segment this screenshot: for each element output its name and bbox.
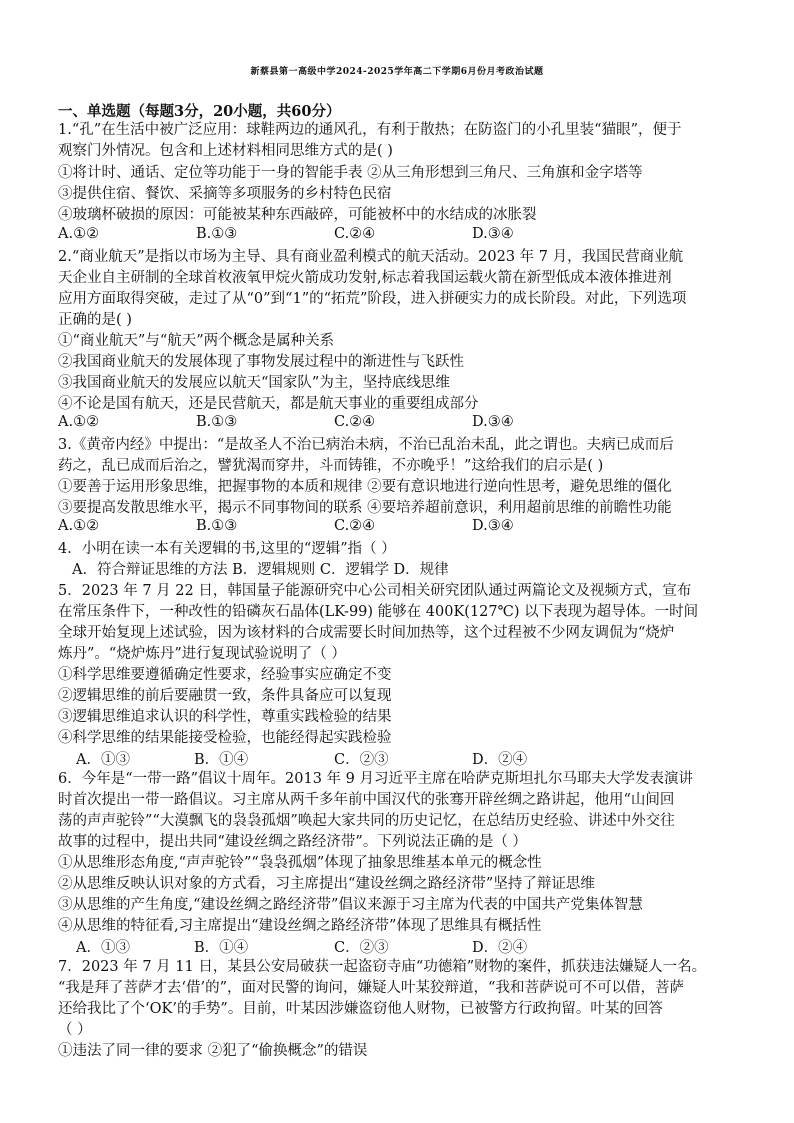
- option-b[interactable]: B．①④: [194, 940, 249, 956]
- option-a[interactable]: A.①②: [58, 226, 100, 242]
- question-5-line-1: 5．2023 年 7 月 22 日，韩国量子能源研究中心公司相关研究团队通过两篇论文及视频方式，宣布: [58, 583, 692, 599]
- option-c[interactable]: C.②④: [334, 226, 376, 242]
- question-6-line-1: 6．今年是“一带一路”倡议十周年。2013 年 9 月习近平主席在哈萨克斯坦扎尔马耶夫大学发表演讲: [58, 771, 694, 787]
- question-6-choice-2: ②从思维反映认识对象的方式看，习主席提出“建设丝绸之路经济带”坚持了辩证思维: [58, 876, 595, 892]
- option-c[interactable]: C.②④: [334, 414, 376, 430]
- question-5-line-3: 全球开始复现上述试验，因为该材料的合成需要长时间加热等，这个过程被不少网友调侃为“烧炉: [58, 625, 675, 641]
- question-2-line-1: 2.“商业航天”是指以市场为主导、具有商业盈利模式的航天活动。2023 年 7 月，我国民营商业航: [58, 249, 684, 265]
- question-5-choice-4: ④科学思维的结果能接受检验，也能经得起实践检验: [58, 730, 392, 746]
- question-6-line-3: 荡的声声驼铃”“大漠飘飞的袅袅孤烟”唤起大家共同的历史记忆，在总结历史经验、讲述中外交往: [58, 813, 675, 829]
- question-1-choice-3: ③提供住宿、餐饮、采摘等多项服务的乡村特色民宿: [58, 186, 392, 202]
- option-b[interactable]: B.①③: [196, 518, 238, 534]
- question-1-choice-1-2: ①将计时、通话、定位等功能于一身的智能手表 ②从三角形想到三角尺、三角旗和金字塔等: [58, 165, 643, 181]
- question-3-line-2: 药之，乱已成而后治之，譬犹渴而穿井，斗而铸锥，不亦晚乎！”这给我们的启示是( ): [58, 458, 604, 474]
- question-2-choice-2: ②我国商业航天的发展体现了事物发展过程中的渐进性与飞跃性: [58, 354, 464, 370]
- question-6-choice-1: ①从思维形态角度,“声声驼铃”“袅袅孤烟”体现了抽象思维基本单元的概念性: [58, 855, 542, 871]
- option-b[interactable]: B.①③: [196, 414, 238, 430]
- question-5-choice-2: ②逻辑思维的前后要融贯一致，条件具备应可以复现: [58, 688, 392, 704]
- question-2-line-3: 应用方面取得突破，走过了从“0”到“1”的“拓荒”阶段，进入拼硬实力的成长阶段。对此，下列选项: [58, 291, 687, 307]
- option-d[interactable]: D.③④: [472, 414, 514, 430]
- option-a[interactable]: A.①②: [58, 518, 100, 534]
- option-b[interactable]: B．①④: [194, 752, 249, 768]
- question-6-line-2: 时首次提出一带一路倡议。习主席从两千多年前中国汉代的张骞开辟丝绸之路讲起，他用“山间回: [58, 792, 675, 808]
- option-c[interactable]: C．②③: [334, 752, 389, 768]
- option-b[interactable]: B.①③: [196, 226, 238, 242]
- section-heading: 一、单选题（每题3分，20小题，共60分）: [58, 103, 341, 120]
- option-a[interactable]: A．①③: [76, 940, 130, 956]
- option-a[interactable]: A．①③: [76, 752, 130, 768]
- question-1-line-1: 1.“孔”在生活中被广泛应用：球鞋两边的通风孔，有利于散热；在防盗门的小孔里装“猫眼”，便于: [58, 122, 682, 138]
- option-a[interactable]: A.①②: [58, 414, 100, 430]
- option-d[interactable]: D.③④: [472, 226, 514, 242]
- question-2-choice-1: ①“商业航天”与“航天”两个概念是属种关系: [58, 333, 335, 349]
- question-7-choice-1-2: ①违法了同一律的要求 ②犯了“偷换概念”的错误: [58, 1043, 368, 1059]
- option-d[interactable]: D．②④: [472, 940, 528, 956]
- question-5-choice-3: ③逻辑思维追求认识的科学性，尊重实践检验的结果: [58, 709, 392, 725]
- question-6-choice-3: ③从思维的产生角度,“建设丝绸之路经济带”倡议来源于习主席为代表的中国共产党集体智慧: [58, 897, 643, 913]
- question-2-line-4: 正确的是( ): [58, 312, 132, 328]
- question-1-line-2: 观察门外情况。包含和上述材料相同思维方式的是( ): [58, 143, 393, 159]
- question-2-choice-4: ④不论是国有航天，还是民营航天，都是航天事业的重要组成部分: [58, 396, 479, 412]
- option-c[interactable]: C.②④: [334, 518, 376, 534]
- question-7-line-3: 还给我比了个‘OK’的手势”。目前，叶某因涉嫌盗窃他人财物，已被警方行政拘留。叶某的回答: [58, 1001, 663, 1017]
- question-5-line-2: 在常压条件下，一种改性的铅磷灰石晶体(LK-99) 能够在 400K(127℃) 以下表现为超导体。一时间: [58, 604, 699, 620]
- question-2-line-2: 天企业自主研制的全球首枚液氧甲烷火箭成功发射,标志着我国运载火箭在新型低成本液体推进剂: [58, 270, 672, 286]
- question-3-choice-1-2: ①要善于运用形象思维，把握事物的本质和规律 ②要有意识地进行逆向性思考，避免思维的僵化: [58, 479, 672, 495]
- question-1-choice-4: ④玻璃杯破损的原因：可能被某种东西敲碎，可能被杯中的水结成的冰胀裂: [58, 207, 537, 223]
- question-6-choice-4: ④从思维的特征看,习主席提出“建设丝绸之路经济带”体现了思维具有概括性: [58, 918, 542, 934]
- question-5-line-4: 炼丹”。“烧炉炼丹”进行复现试验说明了（ ）: [58, 646, 346, 662]
- question-7-line-2: “我是拜了菩萨才去‘借’的”，面对民警的询问，嫌疑人叶某狡辩道，“我和菩萨说可不可以借，菩萨: [58, 980, 684, 996]
- question-3-choice-3-4: ③要提高发散思维水平，揭示不同事物间的联系 ④要培养超前意识，利用超前思维的前瞻性功能: [58, 500, 672, 516]
- question-4-options[interactable]: A．符合辩证思维的方法 B．逻辑规则 C．逻辑学 D．规律: [72, 562, 449, 578]
- option-d[interactable]: D．②④: [472, 752, 528, 768]
- question-3-line-1: 3.《黄帝内经》中提出：“是故圣人不治已病治未病，不治已乱治未乱，此之谓也。夫病已成而后: [58, 437, 674, 453]
- question-5-choice-1: ①科学思维要遵循确定性要求，经验事实应确定不变: [58, 667, 392, 683]
- page-title: 新蔡县第一高级中学2024-2025学年高二下学期6月份月考政治试题: [250, 67, 544, 77]
- option-d[interactable]: D.③④: [472, 518, 514, 534]
- question-7-line-1: 7．2023 年 7 月 11 日，某县公安局破获一起盗窃寺庙“功德箱”财物的案件，抓获违法嫌疑人一名。: [58, 959, 707, 975]
- question-6-line-4: 故事的过程中，提出共同“建设丝绸之路经济带”。下列说法正确的是（ ）: [58, 834, 527, 850]
- question-2-choice-3: ③我国商业航天的发展应以航天“国家队”为主，坚持底线思维: [58, 375, 450, 391]
- question-7-line-4: （ ）: [58, 1022, 92, 1038]
- question-4-line-1: 4．小明在读一本有关逻辑的书,这里的“逻辑”指（ ）: [58, 541, 396, 557]
- option-c[interactable]: C．②③: [334, 940, 389, 956]
